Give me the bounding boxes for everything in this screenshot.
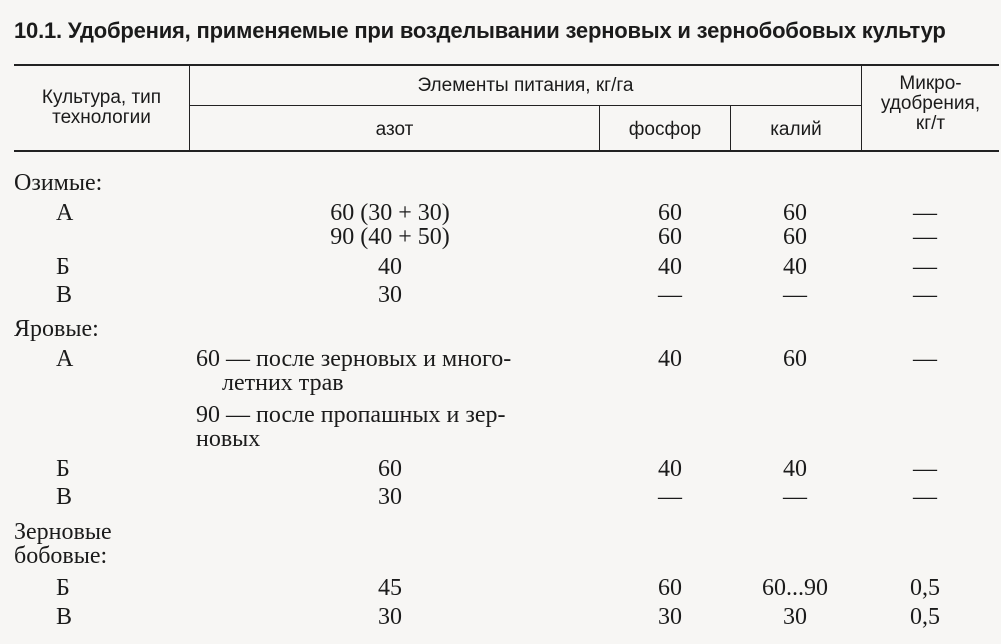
micro-value: — <box>913 456 937 482</box>
nitrogen-value: 90 (40 + 50) <box>330 224 450 250</box>
tech-label: Б <box>56 575 70 601</box>
tech-label: Б <box>56 254 70 280</box>
header-micro-line1: Микро- <box>899 73 962 94</box>
micro-value: — <box>913 346 937 372</box>
micro-value: — <box>913 254 937 280</box>
phosphorus-value: 40 <box>658 346 682 372</box>
header-culture <box>14 88 189 128</box>
micro-value: — <box>913 282 937 308</box>
potassium-value: — <box>783 282 807 308</box>
potassium-value: 30 <box>783 604 807 630</box>
tech-label: А <box>56 346 74 372</box>
phosphorus-value: — <box>658 282 682 308</box>
phosphorus-value: 60 <box>658 575 682 601</box>
tech-label: В <box>56 604 73 630</box>
nitrogen-value: 40 <box>378 254 402 280</box>
potassium-value: 60 <box>783 346 807 372</box>
potassium-value: — <box>783 484 807 510</box>
phosphorus-value: — <box>658 484 682 510</box>
nitrogen-note: летних трав <box>222 370 344 396</box>
header-culture-line1: Культура, тип <box>41 87 162 108</box>
table-title: 10.1. Удобрения, применяемые при возделывании зерновых и зернобобовых культур <box>14 18 946 43</box>
header-bottom-rule <box>14 150 999 152</box>
nitrogen-note: новых <box>196 426 261 452</box>
tech-label: Б <box>56 456 70 482</box>
table-top-rule <box>14 64 999 66</box>
phosphorus-value: 60 <box>658 224 682 250</box>
potassium-value: 60 <box>783 224 807 250</box>
header-elements: Элементы питания, кг/га <box>417 75 634 96</box>
header-micro-line3: кг/т <box>915 113 946 134</box>
micro-value: — <box>913 224 937 250</box>
nitrogen-note: 90 — после пропашных и зер- <box>196 402 506 428</box>
nitrogen-value: 60 <box>378 456 402 482</box>
header-phosphorus: фосфор <box>628 119 702 140</box>
nitrogen-value: 30 <box>378 604 402 630</box>
nitrogen-value: 30 <box>378 484 402 510</box>
header-nitrogen: азот <box>375 119 414 140</box>
nitrogen-value: 30 <box>378 282 402 308</box>
group-label-legumes-line1: Зерновые <box>14 519 112 545</box>
elements-subheader-rule <box>190 105 862 106</box>
phosphorus-value: 40 <box>658 254 682 280</box>
micro-value: — <box>913 484 937 510</box>
tech-label: В <box>56 484 73 510</box>
group-label-legumes-line2: бобовые: <box>14 543 108 569</box>
nitrogen-value: 60 (30 + 30) <box>330 200 450 226</box>
potassium-value: 60 <box>783 200 807 226</box>
tech-label: В <box>56 282 73 308</box>
header-culture-line2: технологии <box>52 107 151 128</box>
micro-value: 0,5 <box>910 604 940 630</box>
potassium-value: 40 <box>783 254 807 280</box>
micro-value: — <box>913 200 937 226</box>
header-micro-line2: удобрения, <box>880 93 981 114</box>
potassium-value: 60...90 <box>762 575 828 601</box>
phosphorus-value: 60 <box>658 200 682 226</box>
nitrogen-note: 60 — после зерновых и много- <box>196 346 512 372</box>
tech-label: А <box>56 200 74 226</box>
phosphorus-value: 30 <box>658 604 682 630</box>
group-label-spring: Яровые: <box>14 316 99 342</box>
nitrogen-value: 45 <box>378 575 402 601</box>
group-label-winter: Озимые: <box>14 170 103 196</box>
header-potassium: калий <box>770 119 822 140</box>
phosphorus-value: 40 <box>658 456 682 482</box>
header-micro <box>862 74 999 134</box>
micro-value: 0,5 <box>910 575 940 601</box>
potassium-value: 40 <box>783 456 807 482</box>
